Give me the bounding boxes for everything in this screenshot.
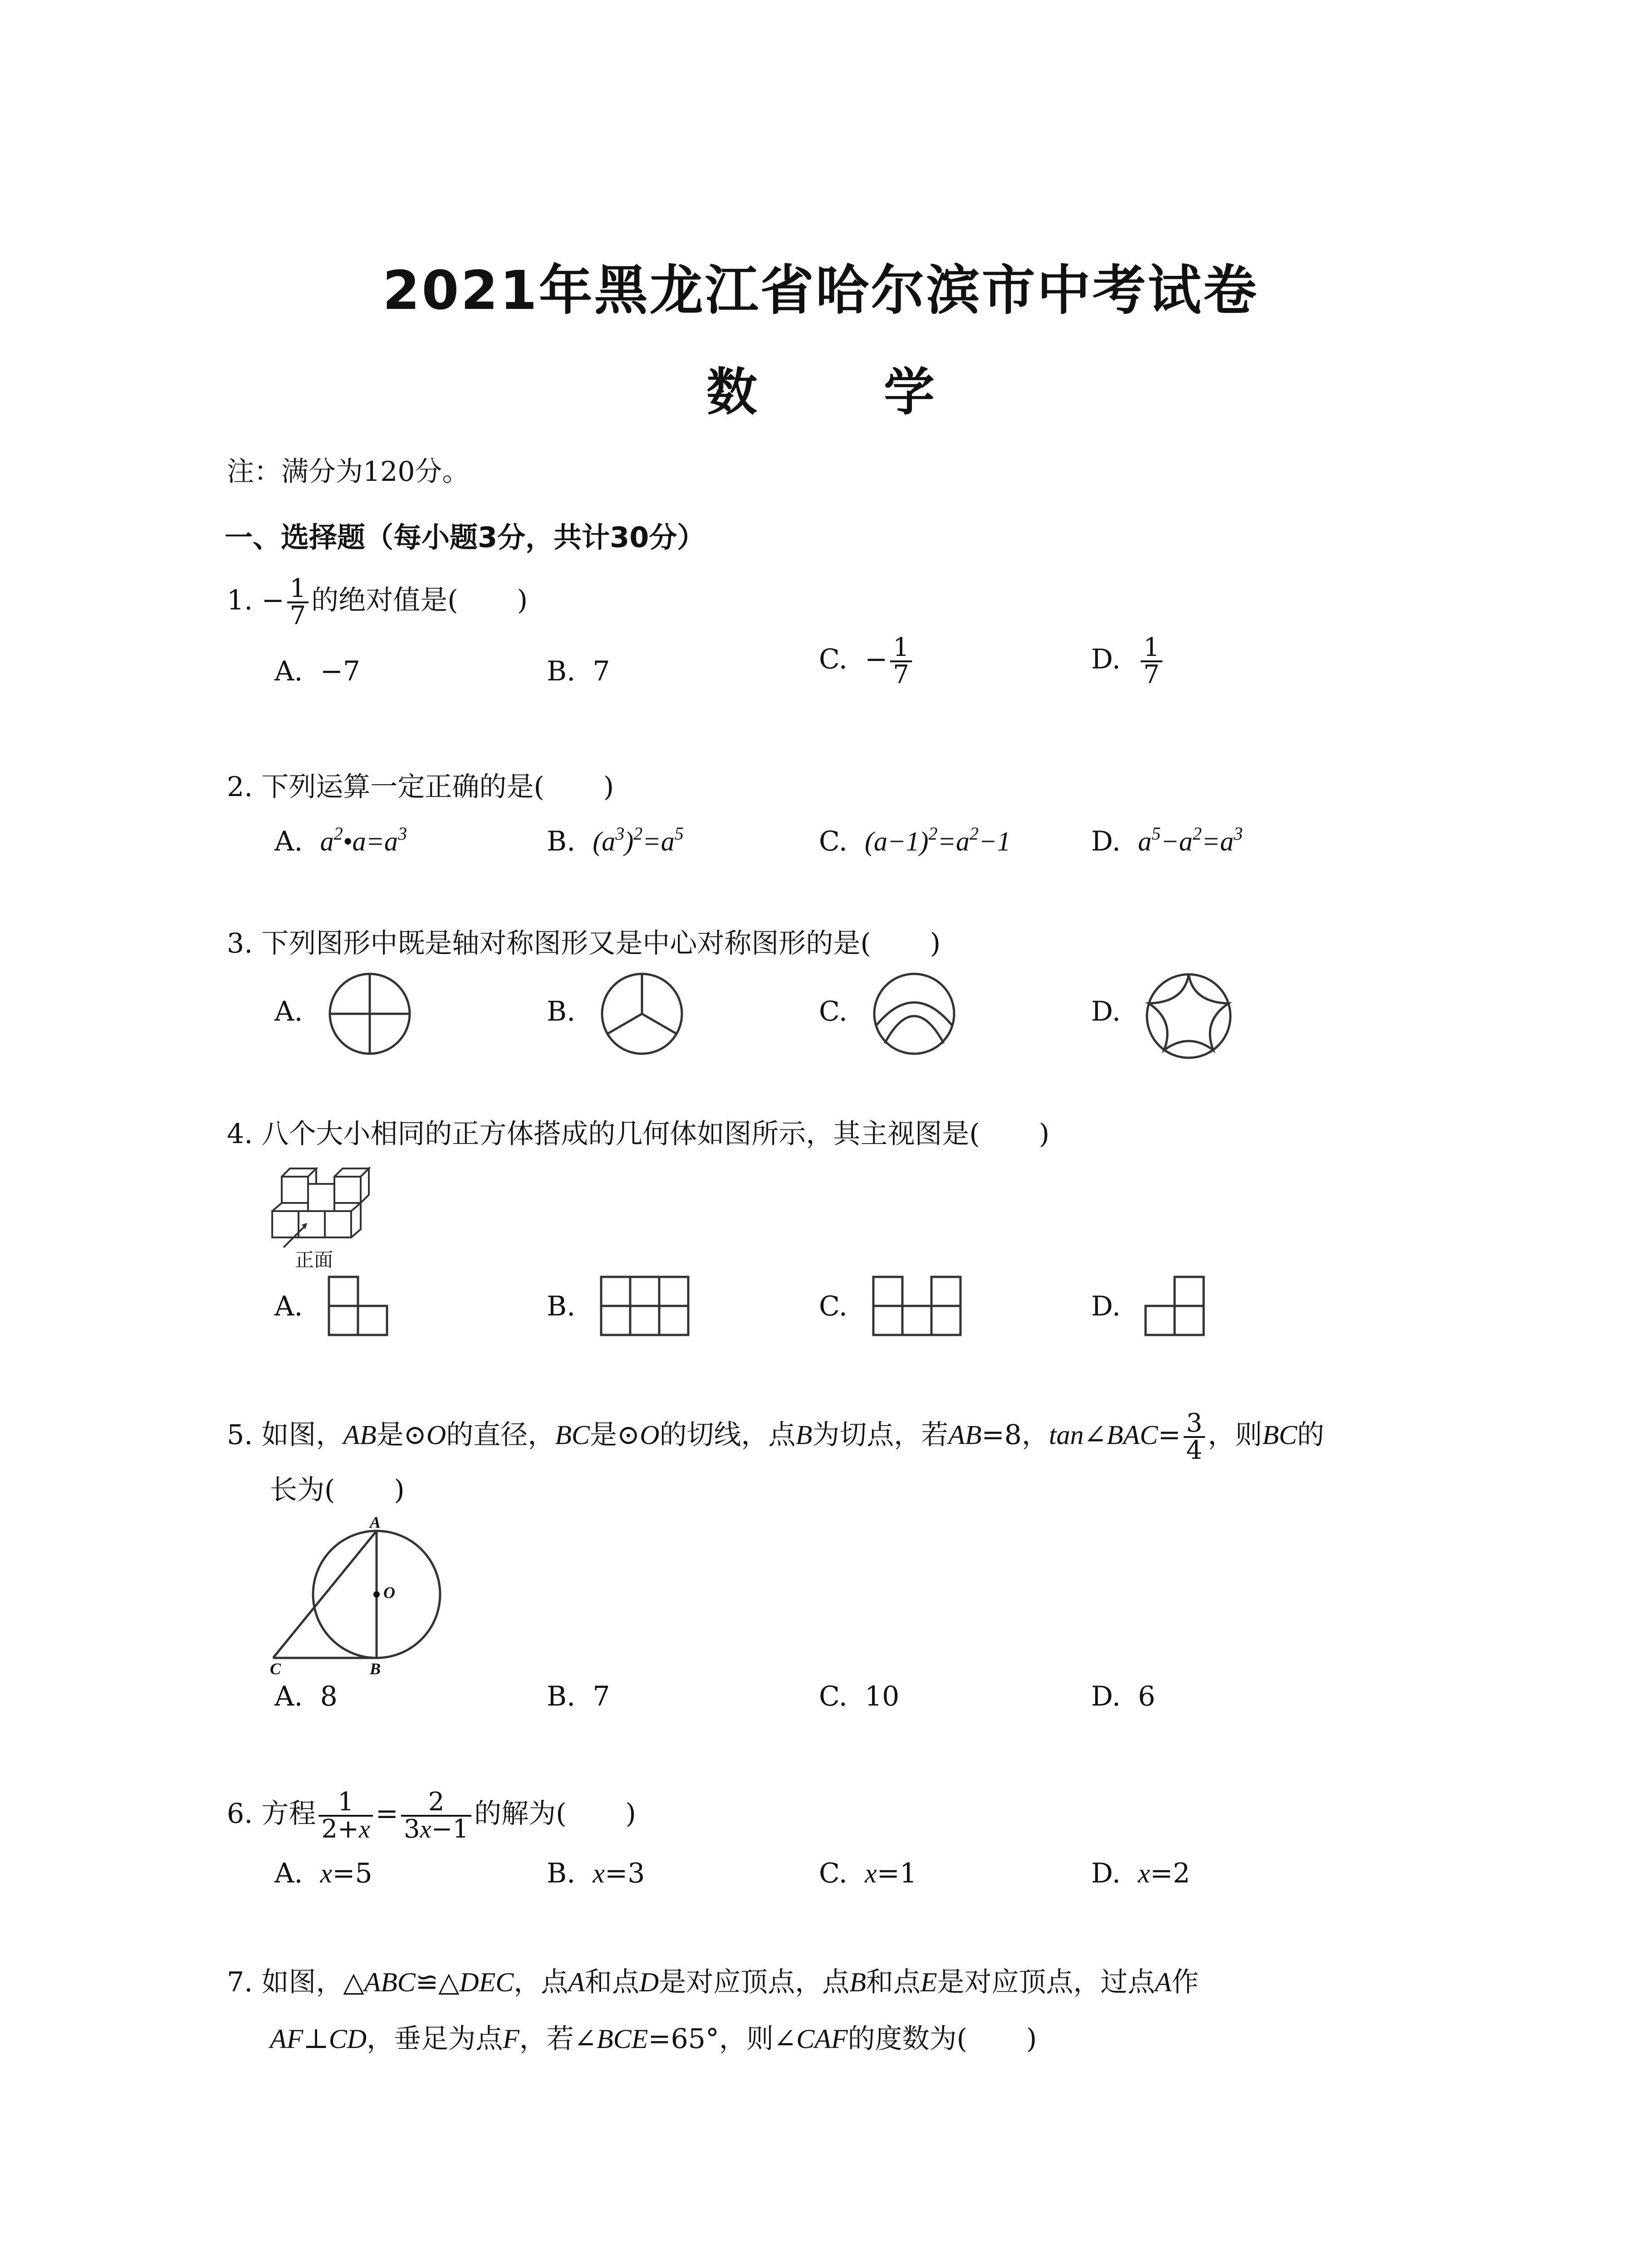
text: 如图，△ [261, 1966, 364, 1998]
q5-option-c [819, 1678, 899, 1715]
question-number: 1. [227, 584, 253, 616]
option-value: =5 [332, 1857, 372, 1889]
math-var: x [358, 1815, 370, 1843]
option-value: 8 [320, 1681, 338, 1712]
math-var: D [639, 1967, 659, 1997]
point-o-label: O [383, 1584, 395, 1602]
fraction-denominator: 7 [890, 660, 912, 688]
text: 的解为( [474, 1798, 567, 1830]
math-var: x [593, 1858, 605, 1888]
option-label: C. [819, 826, 847, 857]
section-heading: 一、选择题（每小题3分，共计30分） [225, 521, 705, 554]
q4-option-a-label: A. [274, 1290, 303, 1322]
fraction-numerator: 1 [289, 574, 306, 603]
fraction-denominator: 7 [1141, 660, 1162, 688]
text: 的直径， [446, 1419, 555, 1451]
text: 是⊙ [589, 1419, 640, 1451]
q3-figure-b [599, 971, 685, 1057]
math-var: A [568, 1967, 585, 1997]
q6-option-b [547, 1855, 645, 1892]
score-note: 注：满分为120分。 [227, 456, 470, 488]
q6-option-d [1091, 1855, 1190, 1892]
math-var: AF [270, 2024, 304, 2054]
q1-option-b [547, 653, 610, 689]
text: 是⊙ [376, 1419, 426, 1451]
q6-option-c [819, 1855, 917, 1892]
math-var: F [503, 2024, 519, 2054]
denominator-part: 2+ [321, 1814, 359, 1844]
q4-option-c-label: C. [819, 1290, 847, 1322]
question-7-line-2 [270, 2021, 1037, 2057]
answer-paren-close: ) [603, 771, 614, 803]
exam-title: 2021年黑龙江省哈尔滨市中考试卷 [382, 259, 1259, 322]
question-text: 八个大小相同的正方体搭成的几何体如图所示，其主视图是( [261, 1118, 980, 1150]
math-var: BC [1262, 1420, 1297, 1450]
math-var: AB [948, 1420, 982, 1450]
math-expression: $a^2•a=a^3$ [320, 823, 407, 856]
text: 的切线，点 [659, 1419, 796, 1451]
denominator-part: 3 [404, 1814, 420, 1844]
minus-sign: − [865, 643, 888, 675]
fraction-numerator: 3 [1186, 1408, 1203, 1438]
question-5 [227, 1408, 1324, 1465]
text: =8， [981, 1419, 1049, 1451]
q4-figure-d [1143, 1275, 1207, 1338]
text: 和点 [584, 1966, 639, 1998]
q4-figure-c [871, 1275, 962, 1338]
q3-figure-a [327, 971, 413, 1057]
fraction-denominator: 4 [1184, 1436, 1205, 1463]
fraction-numerator: 1 [1143, 633, 1160, 662]
q3-figure-c [871, 971, 957, 1057]
q6-option-a [274, 1855, 372, 1892]
fraction [890, 635, 912, 688]
perpendicular-symbol: ⊥ [303, 2023, 329, 2055]
math-var: BAC [1106, 1420, 1158, 1450]
angle-symbol: ∠ [1083, 1419, 1107, 1451]
math-var: x [420, 1815, 431, 1843]
q2-option-d [1091, 823, 1243, 860]
question-4 [227, 1116, 1049, 1152]
congruent-symbol: ≌△ [415, 1966, 460, 1998]
q1-option-c [819, 635, 915, 688]
math-var: A [1155, 1967, 1172, 1997]
equals: = [375, 1798, 399, 1830]
option-label: A. [274, 1681, 303, 1712]
math-func: tan [1048, 1420, 1084, 1450]
option-label: B. [547, 655, 576, 687]
option-label: B. [547, 1857, 576, 1889]
math-var: O [426, 1420, 446, 1450]
option-value: =2 [1150, 1857, 1190, 1889]
option-label: C. [819, 1681, 847, 1712]
answer-paren-close: ) [930, 928, 941, 959]
q5-option-b [547, 1678, 610, 1715]
question-text: 下列运算一定正确的是( [261, 771, 544, 803]
option-label: A. [274, 1857, 303, 1889]
question-text: 的绝对值是( [311, 584, 458, 616]
q5-geometry-figure [268, 1515, 449, 1678]
option-value: 7 [593, 1681, 610, 1712]
q4-figure-a [327, 1275, 390, 1338]
text: ，若∠ [519, 2023, 597, 2055]
answer-paren-close: ) [1026, 2023, 1037, 2055]
question-number: 2. [227, 771, 253, 803]
question-2 [227, 769, 614, 805]
text: ，则 [1208, 1419, 1263, 1451]
front-view-label: 正面 [295, 1249, 333, 1271]
question-number: 5. [227, 1419, 253, 1451]
q2-option-a [274, 823, 407, 860]
math-var: B [849, 1967, 866, 1997]
fraction-denominator: 7 [287, 601, 309, 629]
question-3 [227, 925, 941, 962]
question-5-line-2 [270, 1472, 405, 1508]
q1-option-a [274, 653, 360, 689]
text: ，垂足为点 [367, 2023, 503, 2055]
text: 如图， [261, 1419, 343, 1451]
math-expression: $(a-1)^2=a^2-1$ [865, 823, 1011, 856]
option-label: D. [1091, 1857, 1121, 1889]
minus-sign: − [261, 584, 284, 616]
math-var: AB [343, 1420, 377, 1450]
fraction-numerator: 1 [893, 633, 909, 662]
denominator-part: −1 [431, 1814, 469, 1844]
question-number: 7. [227, 1966, 253, 1998]
text: 为切点，若 [812, 1419, 949, 1451]
q4-figure-b [599, 1275, 690, 1338]
q2-option-c [819, 823, 1010, 860]
answer-paren-close: ) [517, 584, 528, 616]
q3-option-d-label: D. [1091, 996, 1121, 1027]
question-number: 6. [227, 1798, 253, 1830]
math-var: BCE [597, 2024, 648, 2054]
point-b-label: B [370, 1660, 381, 1678]
option-label: C. [819, 1857, 847, 1889]
math-var: CAF [796, 2024, 848, 2054]
option-value: 7 [593, 655, 610, 687]
option-label: D. [1091, 643, 1121, 675]
fraction-denominator [318, 1815, 372, 1842]
q2-option-b [547, 823, 684, 860]
q3-figure-d [1143, 971, 1234, 1061]
text: ，点 [514, 1966, 568, 1998]
exam-subtitle: 数 学 [706, 363, 989, 422]
fraction [401, 1789, 471, 1842]
question-number: 3. [227, 928, 253, 959]
text: 作 [1171, 1966, 1199, 1998]
math-var: x [320, 1858, 333, 1888]
q1-option-d [1091, 635, 1165, 688]
question-text: 下列图形中既是轴对称图形又是中心对称图形的是( [261, 928, 871, 959]
text: 是对应顶点，点 [659, 1966, 850, 1998]
math-expression: $(a^3)^2=a^5$ [593, 823, 684, 856]
option-label: A. [274, 826, 303, 857]
text: 的 [1297, 1419, 1324, 1451]
option-label: B. [547, 1681, 576, 1712]
text: 是对应顶点，过点 [937, 1966, 1155, 1998]
q3-option-b-label: B. [547, 996, 576, 1027]
option-value: 10 [865, 1681, 900, 1712]
math-var: B [795, 1420, 813, 1450]
q4-option-d-label: D. [1091, 1290, 1121, 1322]
fraction-numerator: 1 [338, 1787, 354, 1817]
option-label: A. [274, 655, 303, 687]
option-label: D. [1091, 826, 1121, 857]
answer-paren-close: ) [625, 1798, 636, 1830]
option-value: =1 [877, 1857, 917, 1889]
option-value: −7 [320, 655, 361, 687]
q5-option-d [1091, 1678, 1155, 1715]
text: 的度数为( [847, 2023, 968, 2055]
fraction [1141, 635, 1162, 688]
math-var: x [865, 1858, 877, 1888]
option-value: 6 [1138, 1681, 1156, 1712]
question-6 [227, 1789, 636, 1842]
q3-option-c-label: C. [819, 996, 847, 1027]
answer-paren-close: ) [394, 1474, 405, 1506]
math-var: O [640, 1420, 660, 1450]
math-expression: $a^5-a^2=a^3$ [1138, 823, 1243, 856]
q5-option-a [274, 1678, 338, 1715]
question-number: 4. [227, 1118, 253, 1150]
q4-solid-figure [270, 1161, 374, 1247]
math-var: DEC [459, 1967, 514, 1997]
text: 方程 [261, 1798, 316, 1830]
q3-option-a-label: A. [274, 996, 303, 1027]
question-7 [227, 1964, 1199, 2000]
option-label: C. [819, 643, 847, 675]
question-1 [227, 576, 528, 629]
fraction [1184, 1408, 1205, 1465]
math-var: CD [328, 2024, 367, 2054]
question-text: 长为( [270, 1474, 335, 1506]
point-a-label: A [370, 1513, 381, 1531]
math-var: E [920, 1967, 937, 1997]
fraction-numerator: 2 [428, 1787, 445, 1817]
math-var: ABC [364, 1967, 416, 1997]
point-c-label: C [270, 1660, 281, 1678]
option-label: B. [547, 826, 576, 857]
answer-paren-close: ) [1038, 1118, 1050, 1150]
fraction-denominator [401, 1815, 471, 1842]
math-var: BC [555, 1420, 590, 1450]
math-var: x [1138, 1858, 1150, 1888]
fraction [318, 1789, 372, 1842]
text: =65°，则∠ [648, 2023, 797, 2055]
fraction [287, 576, 309, 629]
q4-option-b-label: B. [547, 1290, 576, 1322]
option-label: D. [1091, 1681, 1121, 1712]
equals: = [1158, 1419, 1181, 1451]
text: 和点 [866, 1966, 921, 1998]
option-value: =3 [604, 1857, 645, 1889]
